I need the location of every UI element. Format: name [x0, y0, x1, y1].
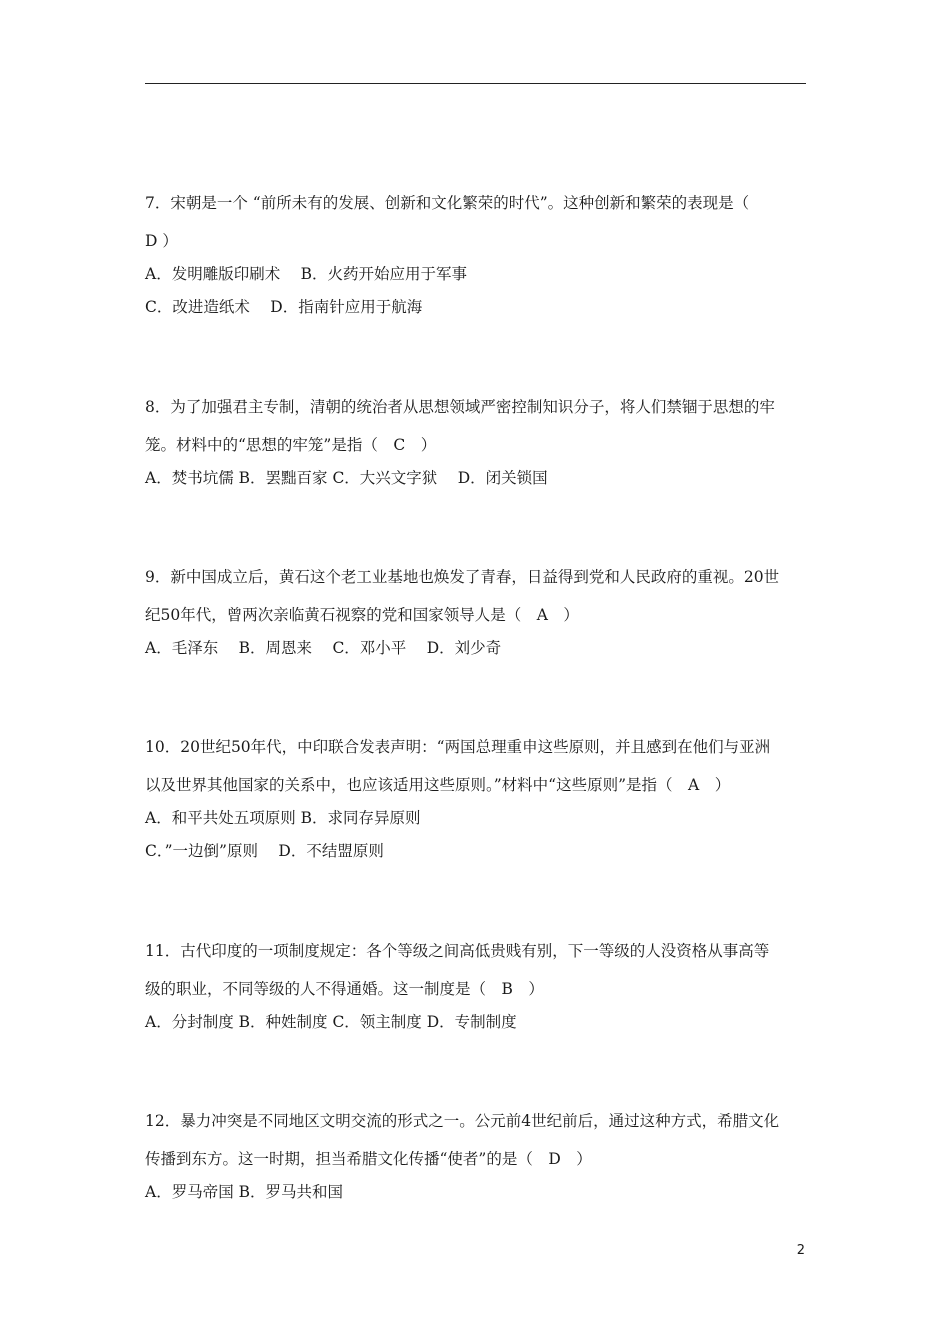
question-stem-line: 以及世界其他国家的关系中，也应该适用这些原则。”材料中“这些原则”是指（ A ）	[145, 776, 731, 794]
question-options-line: A．罗马帝国 B．罗马共和国	[145, 1183, 344, 1201]
question-options-line: A．毛泽东 B．周恩来 C．邓小平 D．刘少奇	[145, 639, 502, 657]
question-stem-line: 9．新中国成立后，黄石这个老工业基地也焕发了青春，日益得到党和人民政府的重视。20世	[145, 568, 780, 586]
question-stem-line: 纪50年代，曾两次亲临黄石视察的党和国家领导人是（ A ）	[145, 606, 579, 624]
header-rule	[145, 83, 806, 84]
question-stem-line: 8．为了加强君主专制，清朝的统治者从思想领域严密控制知识分子，将人们禁锢于思想的牢	[145, 398, 775, 416]
question-options-line: C．”一边倒”原则 D．不结盟原则	[145, 842, 384, 860]
question-options-line: A．焚书坑儒 B．罢黜百家 C．大兴文字狱 D．闭关锁国	[145, 469, 548, 487]
question-options-line: C．改进造纸术 D．指南针应用于航海	[145, 298, 423, 316]
question-stem-line: 级的职业，不同等级的人不得通婚。这一制度是（ B ）	[145, 980, 544, 998]
question-stem-line: 7．宋朝是一个 “前所未有的发展、创新和文化繁荣的时代”。这种创新和繁荣的表现是（	[145, 194, 750, 212]
question-stem-line: 12．暴力冲突是不同地区文明交流的形式之一。公元前4世纪前后，通过这种方式，希腊文化	[145, 1112, 780, 1130]
question-stem-line: 传播到东方。这一时期，担当希腊文化传播“使者”的是（ D ）	[145, 1150, 592, 1168]
question-stem-line: D ）	[145, 232, 178, 250]
page-number: 2	[796, 1243, 805, 1258]
question-stem-line: 笼。材料中的“思想的牢笼”是指（ C ）	[145, 436, 437, 454]
question-options-line: A．发明雕版印刷术 B．火药开始应用于军事	[145, 265, 468, 283]
question-options-line: A．和平共处五项原则 B．求同存异原则	[145, 809, 421, 827]
question-stem-line: 10．20世纪50年代，中印联合发表声明：“两国总理重申这些原则，并且感到在他们与亚洲	[145, 738, 771, 756]
question-options-line: A．分封制度 B．种姓制度 C．领主制度 D．专制制度	[145, 1013, 517, 1031]
question-stem-line: 11．古代印度的一项制度规定：各个等级之间高低贵贱有别，下一等级的人没资格从事高等	[145, 942, 770, 960]
